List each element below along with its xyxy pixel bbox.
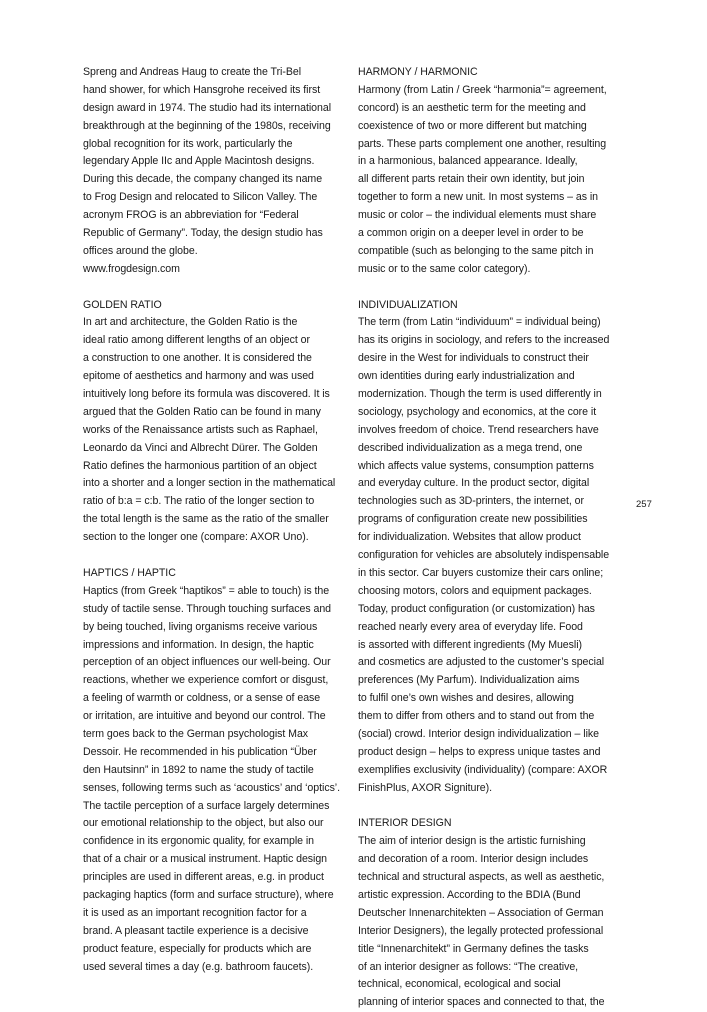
text-line: Republic of Germany”. Today, the design studio has bbox=[83, 227, 323, 240]
text-line: den Hautsinn” in 1892 to name the study of tactile bbox=[83, 763, 314, 776]
text-line: music or color – the individual elements must share bbox=[358, 209, 597, 222]
text-line: modernization. Though the term is used differently in bbox=[358, 388, 602, 401]
paragraph bbox=[358, 833, 628, 1012]
text-line: exemplifies exclusivity (individuality) (compare: AXOR bbox=[358, 763, 608, 776]
text-line: breakthrough at the beginning of the 1980s, receiving bbox=[83, 119, 331, 132]
text-line: works of the Renaissance artists such as Raphael, bbox=[83, 423, 318, 436]
text-line: Today, product configuration (or customization) has bbox=[358, 602, 595, 615]
paragraph bbox=[83, 314, 353, 547]
text-line: together to form a new unit. In most systems – as in bbox=[358, 191, 598, 204]
text-line: is assorted with different ingredients (My Muesli) bbox=[358, 638, 582, 651]
text-line: term goes back to the German psychologist Max bbox=[83, 727, 309, 740]
text-line: reactions, whether we experience comfort or disgust, bbox=[83, 674, 329, 687]
text-line: Ratio defines the harmonious partition of an object bbox=[83, 459, 317, 472]
text-line: Haptics (from Greek “haptikos” = able to touch) is the bbox=[83, 584, 330, 597]
text-line: planning of interior spaces and connected to that, the bbox=[358, 996, 605, 1009]
text-line: preferences (My Parfum). Individualization aims bbox=[358, 674, 580, 687]
text-line: in a harmonious, balanced appearance. Ideally, bbox=[358, 155, 578, 168]
text-line: technologies such as 3D-printers, the internet, or bbox=[358, 495, 584, 508]
text-line: and cosmetics are adjusted to the customer’s special bbox=[358, 656, 605, 669]
paragraph bbox=[358, 314, 628, 797]
text-line: and everyday culture. In the product sector, digital bbox=[358, 477, 590, 490]
text-line: involves freedom of choice. Trend researchers have bbox=[358, 423, 599, 436]
text-line: used several times a day (e.g. bathroom faucets). bbox=[83, 960, 314, 973]
text-line: product feature, especially for products which are bbox=[83, 942, 312, 955]
text-line: Spreng and Andreas Haug to create the Tri-Bel bbox=[83, 66, 301, 78]
text-line: a common origin on a deeper level in order to be bbox=[358, 227, 584, 240]
text-line: to Frog Design and relocated to Silicon Valley. The bbox=[83, 191, 318, 204]
text-line: artistic expression. According to the BDIA (Bund bbox=[358, 888, 581, 901]
text-line: to fulfil one’s own wishes and desires, allowing bbox=[358, 692, 574, 705]
text-line: In art and architecture, the Golden Ratio is the bbox=[83, 316, 298, 329]
text-line: own identities during early industrialization and bbox=[358, 370, 575, 383]
text-line: product design – helps to express unique tastes and bbox=[358, 745, 601, 758]
text-line: technical and structural aspects, as well as aesthetic, bbox=[358, 871, 605, 884]
text-line: concord) is an aesthetic term for the meeting and bbox=[358, 101, 586, 114]
text-line: www.frogdesign.com bbox=[83, 262, 180, 275]
section-heading: HAPTICS / HAPTIC bbox=[83, 566, 176, 579]
text-line: Deutscher Innenarchitekten – Association of German bbox=[358, 906, 604, 919]
text-line: argued that the Golden Ratio can be found in many bbox=[83, 405, 321, 418]
text-line: epitome of aesthetics and harmony and was used bbox=[83, 370, 314, 383]
text-line: study of tactile sense. Through touching surfaces and bbox=[83, 602, 332, 615]
paragraph-gap bbox=[83, 279, 353, 297]
text-line: perception of an object influences our well-being. Our bbox=[83, 656, 331, 669]
text-line: or irritation, are intuitive and beyond our control. The bbox=[83, 710, 326, 723]
text-line: legendary Apple IIc and Apple Macintosh designs. bbox=[83, 155, 315, 168]
text-line: into a shorter and a longer section in the mathematical bbox=[83, 477, 336, 490]
text-line: it is used as an important recognition factor for a bbox=[83, 906, 307, 919]
text-line: choosing motors, colors and equipment packages. bbox=[358, 584, 592, 597]
text-line: The tactile perception of a surface largely determines bbox=[83, 799, 330, 812]
text-line: confidence in its ergonomic quality, for example in bbox=[83, 835, 315, 848]
paragraph bbox=[358, 82, 628, 279]
text-line: by being touched, living organisms receive various bbox=[83, 620, 318, 633]
text-line: brand. A pleasant tactile experience is a decisive bbox=[83, 924, 309, 937]
section-heading: INDIVIDUALIZATION bbox=[358, 298, 458, 311]
text-line: has its origins in sociology, and refers to the increased bbox=[358, 334, 610, 347]
text-line: Leonardo da Vinci and Albrecht Dürer. The Golden bbox=[83, 441, 318, 454]
text-line: During this decade, the company changed its name bbox=[83, 173, 323, 186]
text-line: music or to the same color category). bbox=[358, 262, 531, 275]
text-line: FinishPlus, AXOR Signiture). bbox=[358, 781, 493, 794]
text-line: programs of configuration create new possibilities bbox=[358, 513, 588, 526]
text-line: and decoration of a room. Interior design includes bbox=[358, 853, 589, 866]
text-line: The aim of interior design is the artistic furnishing bbox=[358, 835, 586, 848]
text-line: described individualization as a mega trend, one bbox=[358, 441, 583, 454]
text-line: desire in the West for individuals to construct their bbox=[358, 352, 589, 365]
section-heading: HARMONY / HARMONIC bbox=[358, 66, 478, 78]
text-line: our emotional relationship to the object, but also our bbox=[83, 817, 324, 830]
text-line: section to the longer one (compare: AXOR Uno). bbox=[83, 531, 309, 544]
paragraph bbox=[83, 64, 353, 279]
paragraph-gap bbox=[83, 547, 353, 565]
text-line: ratio of b:a = c:b. The ratio of the longer section to bbox=[83, 495, 315, 508]
text-line: compatible (such as belonging to the same pitch in bbox=[358, 244, 594, 257]
text-line: principles are used in different areas, e.g. in product bbox=[83, 871, 324, 884]
text-line: reached nearly every area of everyday life. Food bbox=[358, 620, 583, 633]
left-column bbox=[83, 64, 353, 976]
text-line: ideal ratio among different lengths of an object or bbox=[83, 334, 310, 347]
text-line: that of a chair or a musical instrument. Haptic design bbox=[83, 853, 328, 866]
text-line: a construction to one another. It is considered the bbox=[83, 352, 312, 365]
text-line: Harmony (from Latin / Greek “harmonia”= agreement, bbox=[358, 83, 607, 96]
text-line: hand shower, for which Hansgrohe received its first bbox=[83, 83, 321, 96]
paragraph-gap bbox=[358, 279, 628, 297]
text-line: for individualization. Websites that allow product bbox=[358, 531, 581, 544]
right-column bbox=[358, 64, 628, 1012]
paragraph-gap bbox=[358, 798, 628, 816]
text-line: The term (from Latin “individuum” = individual being) bbox=[358, 316, 601, 329]
section-heading: GOLDEN RATIO bbox=[83, 298, 162, 311]
text-line: parts. These parts complement one another, resulting bbox=[358, 137, 607, 150]
page-number: 257 bbox=[636, 499, 652, 510]
text-line: sociology, psychology and economics, at the core it bbox=[358, 405, 597, 418]
paragraph bbox=[83, 583, 353, 977]
text-line: intuitively long before its formula was discovered. It is bbox=[83, 388, 330, 401]
text-line: impressions and information. In design, the haptic bbox=[83, 638, 314, 651]
text-line: of an interior designer as follows: “The creative, bbox=[358, 960, 579, 973]
text-line: which affects value systems, consumption patterns bbox=[358, 459, 594, 472]
text-line: global recognition for its work, particularly the bbox=[83, 137, 293, 150]
section-heading: INTERIOR DESIGN bbox=[358, 817, 452, 830]
text-line: Dessoir. He recommended in his publication “Über bbox=[83, 745, 317, 758]
text-line: title “Innenarchitekt” in Germany defines the tasks bbox=[358, 942, 589, 955]
text-line: the total length is the same as the ratio of the smaller bbox=[83, 513, 329, 526]
text-line: acronym FROG is an abbreviation for “Federal bbox=[83, 209, 299, 222]
text-line: (social) crowd. Interior design individualization – like bbox=[358, 727, 599, 740]
text-line: them to differ from others and to stand out from the bbox=[358, 710, 595, 723]
text-line: all different parts retain their own identity, but join bbox=[358, 173, 585, 186]
text-line: Interior Designers), the legally protected professional bbox=[358, 924, 604, 937]
text-line: in this sector. Car buyers customize their cars online; bbox=[358, 566, 604, 579]
text-line: a feeling of warmth or coldness, or a sense of ease bbox=[83, 692, 321, 705]
text-line: offices around the globe. bbox=[83, 244, 198, 257]
text-line: packaging haptics (form and surface structure), where bbox=[83, 888, 334, 901]
text-line: configuration for vehicles are absolutely indispensable bbox=[358, 549, 610, 562]
text-line: senses, following terms such as ‘acoustics’ and ‘optics’. bbox=[83, 781, 341, 794]
text-line: design award in 1974. The studio had its international bbox=[83, 101, 331, 114]
text-line: technical, economical, ecological and social bbox=[358, 978, 561, 991]
text-line: coexistence of two or more different but matching bbox=[358, 119, 587, 132]
